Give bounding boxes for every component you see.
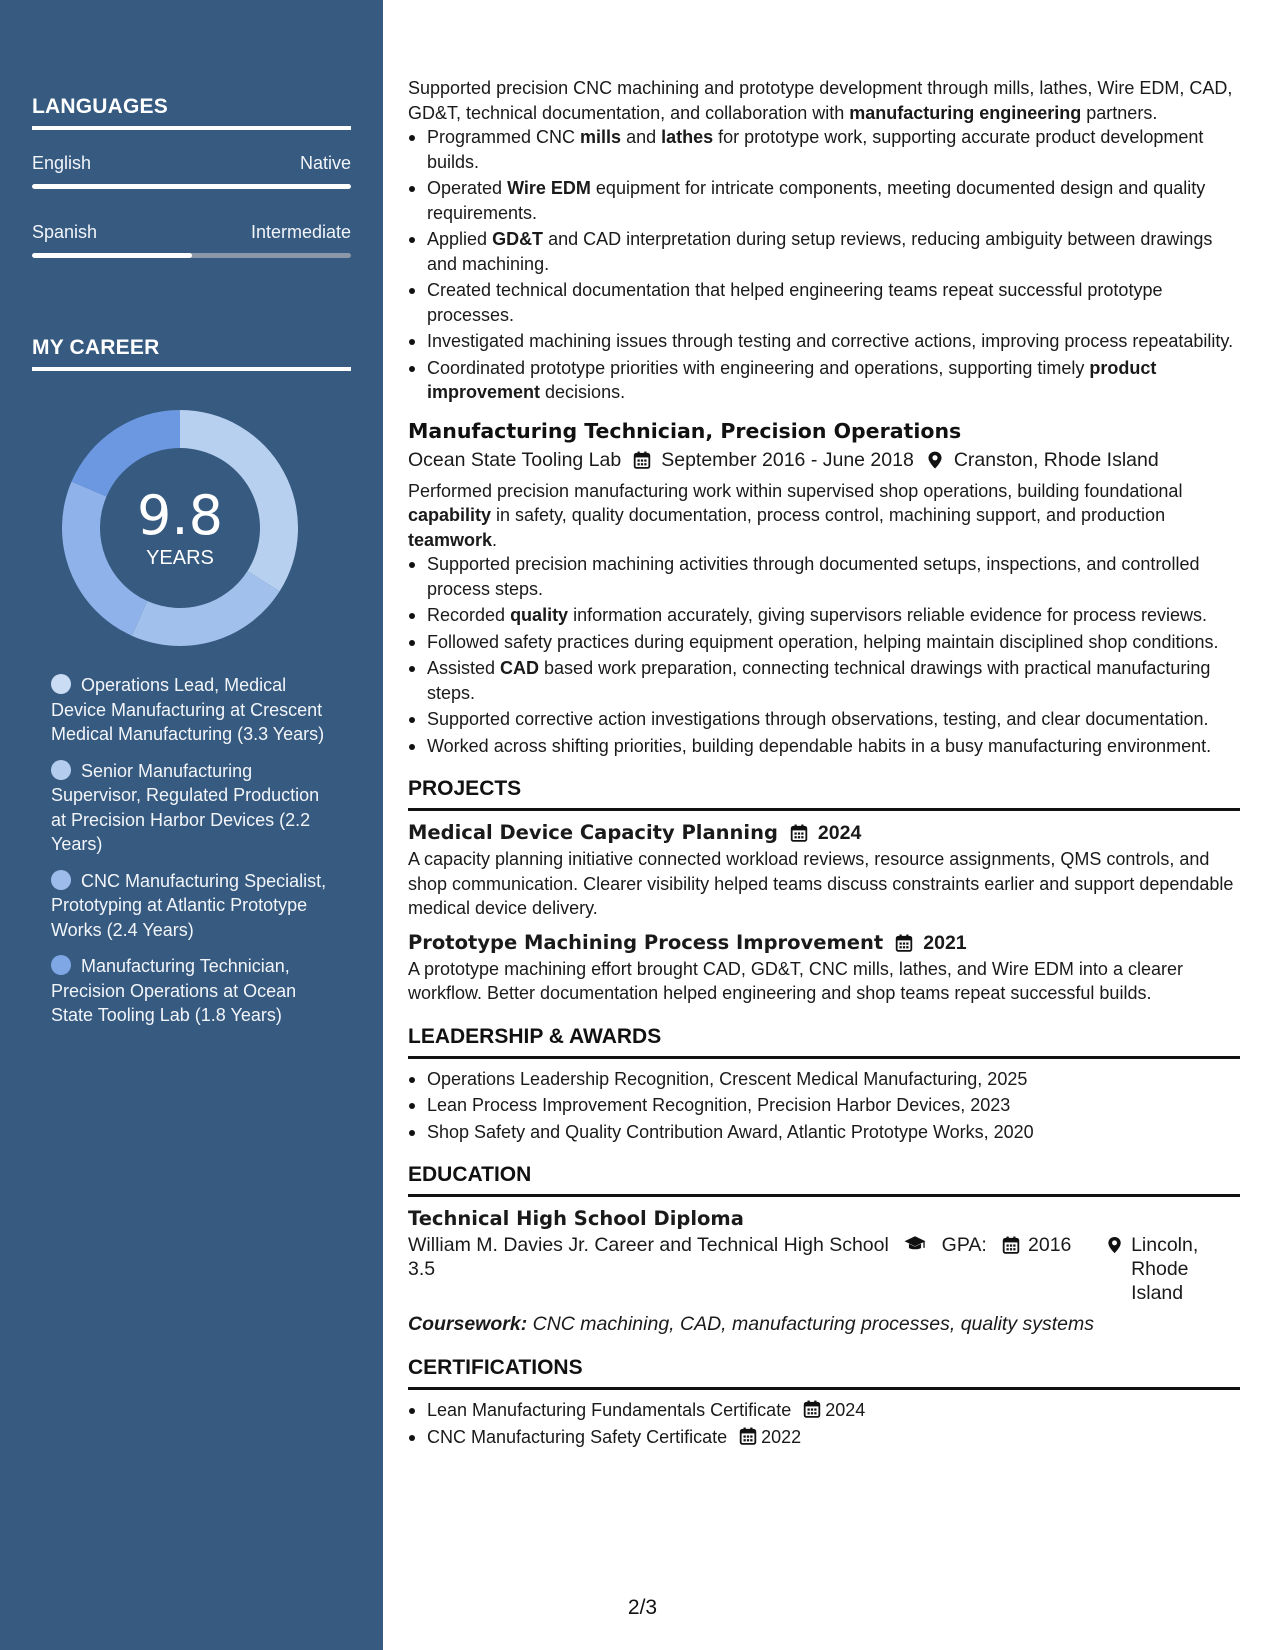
language-name: English [32, 153, 92, 173]
language-bar-spanish [32, 253, 351, 258]
graduation-cap-icon [904, 1235, 926, 1253]
career-item [51, 869, 331, 943]
main-content [408, 76, 1240, 1451]
certifications-heading: CERTIFICATIONS [408, 1356, 583, 1379]
language-bar-fill [32, 253, 192, 258]
education-location: Rhode Island [1131, 1258, 1189, 1304]
list-item: Operated Wire EDM equipment for intricate components, meeting documented design and quality requirements. [408, 176, 1240, 225]
list-item: Created technical documentation that helped engineering teams repeat successful prototype processes. [408, 278, 1240, 327]
language-bar-fill [32, 184, 351, 189]
list-item [408, 1398, 1240, 1423]
project-year: 2024 [817, 822, 862, 844]
job-dates: September 2016 - June 2018 [661, 448, 914, 471]
job-title: Manufacturing Technician, Precision Operations [408, 418, 962, 443]
education-year: 2016 [1028, 1234, 1072, 1256]
career-dot-icon [51, 870, 71, 890]
project-name: Prototype Machining Process Improvement [408, 930, 884, 954]
list-item: Investigated machining issues through testing and corrective actions, improving process repeatability. [408, 329, 1240, 354]
career-total-unit: YEARS [146, 546, 214, 569]
career-item-text: Manufacturing Technician, Precision Operations at Ocean State Tooling Lab (1.8 Years) [51, 956, 297, 1025]
intro-bold: manufacturing engineering [849, 102, 1082, 123]
leadership-rule [408, 1056, 1240, 1059]
list-item: Supported precision machining activities through documented setups, inspections, and controlled process steps. [408, 552, 1240, 601]
language-row-spanish [32, 222, 351, 243]
education-rule [408, 1194, 1240, 1197]
list-item: Worked across shifting priorities, building dependable habits in a busy manufacturing environment. [408, 734, 1240, 759]
education-location: Lincoln, [1131, 1234, 1199, 1256]
career-heading: MY CAREER [32, 336, 160, 359]
education-gpa: 3.5 [408, 1258, 436, 1280]
education-coursework [408, 1311, 1240, 1337]
job-location: Cranston, Rhode Island [953, 448, 1159, 471]
career-heading-rule [32, 367, 351, 371]
intro-text: partners. [1081, 102, 1158, 123]
certification-year: 2024 [825, 1400, 866, 1420]
list-item: Supported corrective action investigations through observations, testing, and clear documentation. [408, 707, 1240, 732]
language-level: Intermediate [250, 222, 351, 242]
calendar-icon [790, 824, 808, 842]
career-dot-icon [51, 955, 71, 975]
sidebar [0, 0, 383, 1650]
education-school: William M. Davies Jr. Career and Technical High School [408, 1234, 889, 1256]
page-number [0, 1596, 1275, 1620]
career-total-years: 9.8 [137, 483, 223, 547]
intro-bullets [408, 125, 1240, 405]
list-item: Programmed CNC mills and lathes for prototype work, supporting accurate product development builds. [408, 125, 1240, 174]
education-location-block [1106, 1233, 1240, 1305]
map-pin-icon [926, 451, 944, 469]
career-list [51, 673, 331, 1040]
career-item [51, 673, 331, 747]
list-item: Lean Process Improvement Recognition, Precision Harbor Devices, 2023 [408, 1093, 1240, 1118]
language-name: Spanish [32, 222, 98, 242]
list-item: Followed safety practices during equipment operation, helping maintain disciplined shop conditions. [408, 630, 1240, 655]
leadership-list [408, 1067, 1240, 1145]
language-row-english [32, 153, 351, 174]
list-item: Shop Safety and Quality Contribution Award, Atlantic Prototype Works, 2020 [408, 1120, 1240, 1145]
job-summary: Performed precision manufacturing work within supervised shop operations, building foundational capability in safety, quality documentation, process control, machining support, and production teamwork. [408, 480, 1183, 550]
certification-name: Lean Manufacturing Fundamentals Certificate [427, 1400, 792, 1420]
career-item [51, 759, 331, 857]
calendar-icon [803, 1400, 821, 1418]
language-bar-english [32, 184, 351, 189]
project-name: Medical Device Capacity Planning [408, 821, 778, 844]
language-level: Native [299, 153, 351, 173]
list-item: Operations Leadership Recognition, Crescent Medical Manufacturing, 2025 [408, 1067, 1240, 1092]
calendar-icon [633, 451, 651, 469]
leadership-heading: LEADERSHIP & AWARDS [408, 1024, 662, 1048]
project-title [408, 819, 1240, 847]
project-year: 2021 [923, 931, 967, 954]
projects-rule [408, 808, 1240, 811]
list-item: Applied GD&T and CAD interpretation during setup reviews, reducing ambiguity between drawings and machining. [408, 227, 1240, 276]
education-gpa-label: GPA: [941, 1234, 987, 1256]
calendar-icon [895, 934, 913, 952]
certifications-list [408, 1398, 1240, 1449]
job-meta [408, 445, 1240, 475]
list-item: Assisted CAD based work preparation, connecting technical drawings with practical manufacturing steps. [408, 656, 1240, 705]
career-donut-chart [62, 410, 298, 646]
intro-paragraph [408, 76, 1240, 125]
calendar-icon [739, 1427, 757, 1445]
certifications-rule [408, 1387, 1240, 1390]
coursework-label: Coursework: [408, 1313, 528, 1335]
intro-text: Supported precision CNC machining and prototype development through mills, lathes, Wire EDM, CAD, GD&T, technical documentation, and collaboration with [408, 78, 1233, 123]
certification-name: CNC Manufacturing Safety Certificate [427, 1426, 728, 1447]
education-school-block [408, 1233, 998, 1305]
education-heading: EDUCATION [408, 1163, 532, 1186]
project-title [408, 929, 1240, 957]
list-item: Coordinated prototype priorities with engineering and operations, supporting timely product improvement decisions. [408, 356, 1240, 405]
career-item-text: Senior Manufacturing Supervisor, Regulated Production at Precision Harbor Devices (2.2 Years) [51, 760, 320, 854]
education-year-block [1002, 1233, 1102, 1305]
languages-heading-rule [32, 126, 351, 130]
career-item-text: Operations Lead, Medical Device Manufacturing at Crescent Medical Manufacturing (3.3 Years) [51, 675, 325, 744]
list-item [408, 1425, 1240, 1450]
page-number-text: 2/3 [627, 1596, 658, 1619]
career-item [51, 954, 331, 1028]
project-description: A prototype machining effort brought CAD, GD&T, CNC mills, lathes, and Wire EDM into a clearer workflow. Better documentation helped engineering and shop teams repeat successful builds. [408, 958, 1183, 1003]
map-pin-icon [1106, 1236, 1123, 1254]
project-description: A capacity planning initiative connected workload reviews, resource assignments, QMS controls, and shop communication. Clearer visibility helped teams discuss constraints earlier and support dependable medical device delivery. [408, 849, 1234, 918]
education-degree: Technical High School Diploma [408, 1207, 744, 1230]
projects-heading: PROJECTS [408, 777, 522, 800]
calendar-icon [1002, 1236, 1020, 1254]
career-dot-icon [51, 674, 71, 694]
education-meta [408, 1233, 1240, 1305]
certification-year: 2022 [761, 1426, 802, 1447]
coursework-text: CNC machining, CAD, manufacturing processes, quality systems [532, 1313, 1095, 1335]
career-item-text: CNC Manufacturing Specialist, Prototyping at Atlantic Prototype Works (2.4 Years) [51, 870, 327, 940]
career-dot-icon [51, 760, 71, 780]
job-bullets [408, 552, 1240, 758]
job-company: Ocean State Tooling Lab [408, 448, 622, 471]
languages-heading: LANGUAGES [32, 95, 168, 118]
list-item: Recorded quality information accurately, giving supervisors reliable evidence for process reviews. [408, 603, 1240, 628]
career-donut-center [62, 410, 298, 646]
